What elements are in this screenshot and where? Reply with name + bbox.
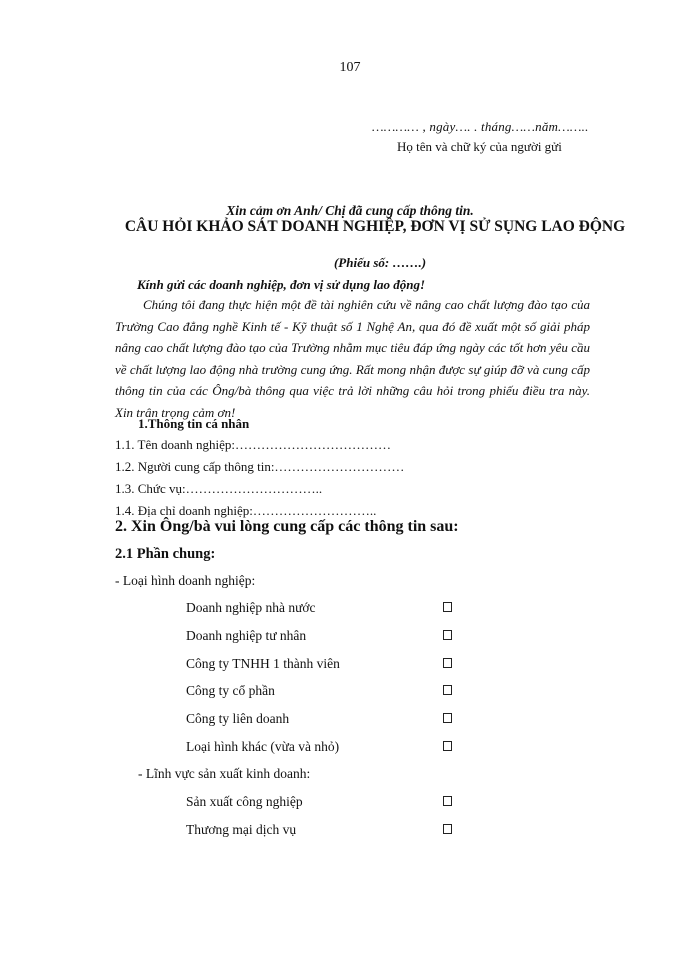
position-field[interactable]: 1.3. Chức vụ:………………………….. <box>115 481 323 496</box>
sheet-number: (Phiếu số: …….) <box>333 255 427 270</box>
section2-heading: 2. Xin Ông/bà vui lòng cung cấp các thông tin sau: <box>115 518 459 535</box>
option-label: Sản xuất công nghiệp <box>186 794 303 809</box>
provider-name-field[interactable]: 1.2. Người cung cấp thông tin:………………………… <box>115 459 405 474</box>
checkbox[interactable] <box>443 741 452 751</box>
company-address-field[interactable]: 1.4. Địa chỉ doanh nghiệp:……………………….. <box>115 503 377 518</box>
option-label: Công ty TNHH 1 thành viên <box>186 656 340 671</box>
survey-title: CÂU HỎI KHẢO SÁT DOANH NGHIỆP, ĐƠN VỊ SỬ SỤNG LAO ĐỘNG <box>124 218 626 235</box>
checkbox[interactable] <box>443 796 452 806</box>
intro-paragraph: Chúng tôi đang thực hiện một đề tài nghiên cứu về nâng cao chất lượng đào tạo của Trường Cao đẳng nghề Kinh tế - Kỹ thuật số 1 Nghệ An, qua đó đề xuất một số giải pháp nâng cao chất lượng đào tạo của Trường nhằm mục tiêu đáp ứng ngày các tốt hơn yêu cầu về chất lượng lao động nhà trường cung ứng. Rất mong nhận được sự giúp đỡ và cung cấp thông tin của các Ông/bà thông qua việc trả lời những câu hỏi trong phiếu điều tra này. Xin trân trọng cảm ơn! <box>115 297 590 420</box>
section1-heading: 1.Thông tin cá nhân <box>138 416 250 431</box>
checkbox[interactable] <box>443 602 452 612</box>
page-number: 107 <box>339 60 361 75</box>
checkbox[interactable] <box>443 685 452 695</box>
greeting: Kính gửi các doanh nghiệp, đơn vị sử dụng lao động! <box>137 277 426 292</box>
checkbox[interactable] <box>443 658 452 668</box>
option-label: Công ty cổ phần <box>186 683 275 698</box>
company-name-field[interactable]: 1.1. Tên doanh nghiệp:……………………………… <box>115 437 391 452</box>
business-type-label: - Loại hình doanh nghiệp: <box>115 573 256 588</box>
signature-line: Họ tên và chữ ký của người gửi <box>397 139 562 154</box>
option-label: Thương mại dịch vụ <box>186 822 297 837</box>
business-field-label: - Lĩnh vực sản xuất kinh doanh: <box>138 766 311 781</box>
checkbox[interactable] <box>443 713 452 723</box>
option-label: Doanh nghiệp nhà nước <box>186 600 316 615</box>
option-label: Loại hình khác (vừa và nhỏ) <box>186 739 340 754</box>
date-line: ………… , ngày…. . tháng……năm…….. <box>372 119 589 134</box>
checkbox[interactable] <box>443 630 452 640</box>
thanks-line: Xin cảm ơn Anh/ Chị đã cung cấp thông tin. <box>226 203 474 218</box>
option-label: Công ty liên doanh <box>186 711 290 726</box>
option-label: Doanh nghiệp tư nhân <box>186 628 307 643</box>
checkbox[interactable] <box>443 824 452 834</box>
section2-1-heading: 2.1 Phần chung: <box>115 546 216 562</box>
